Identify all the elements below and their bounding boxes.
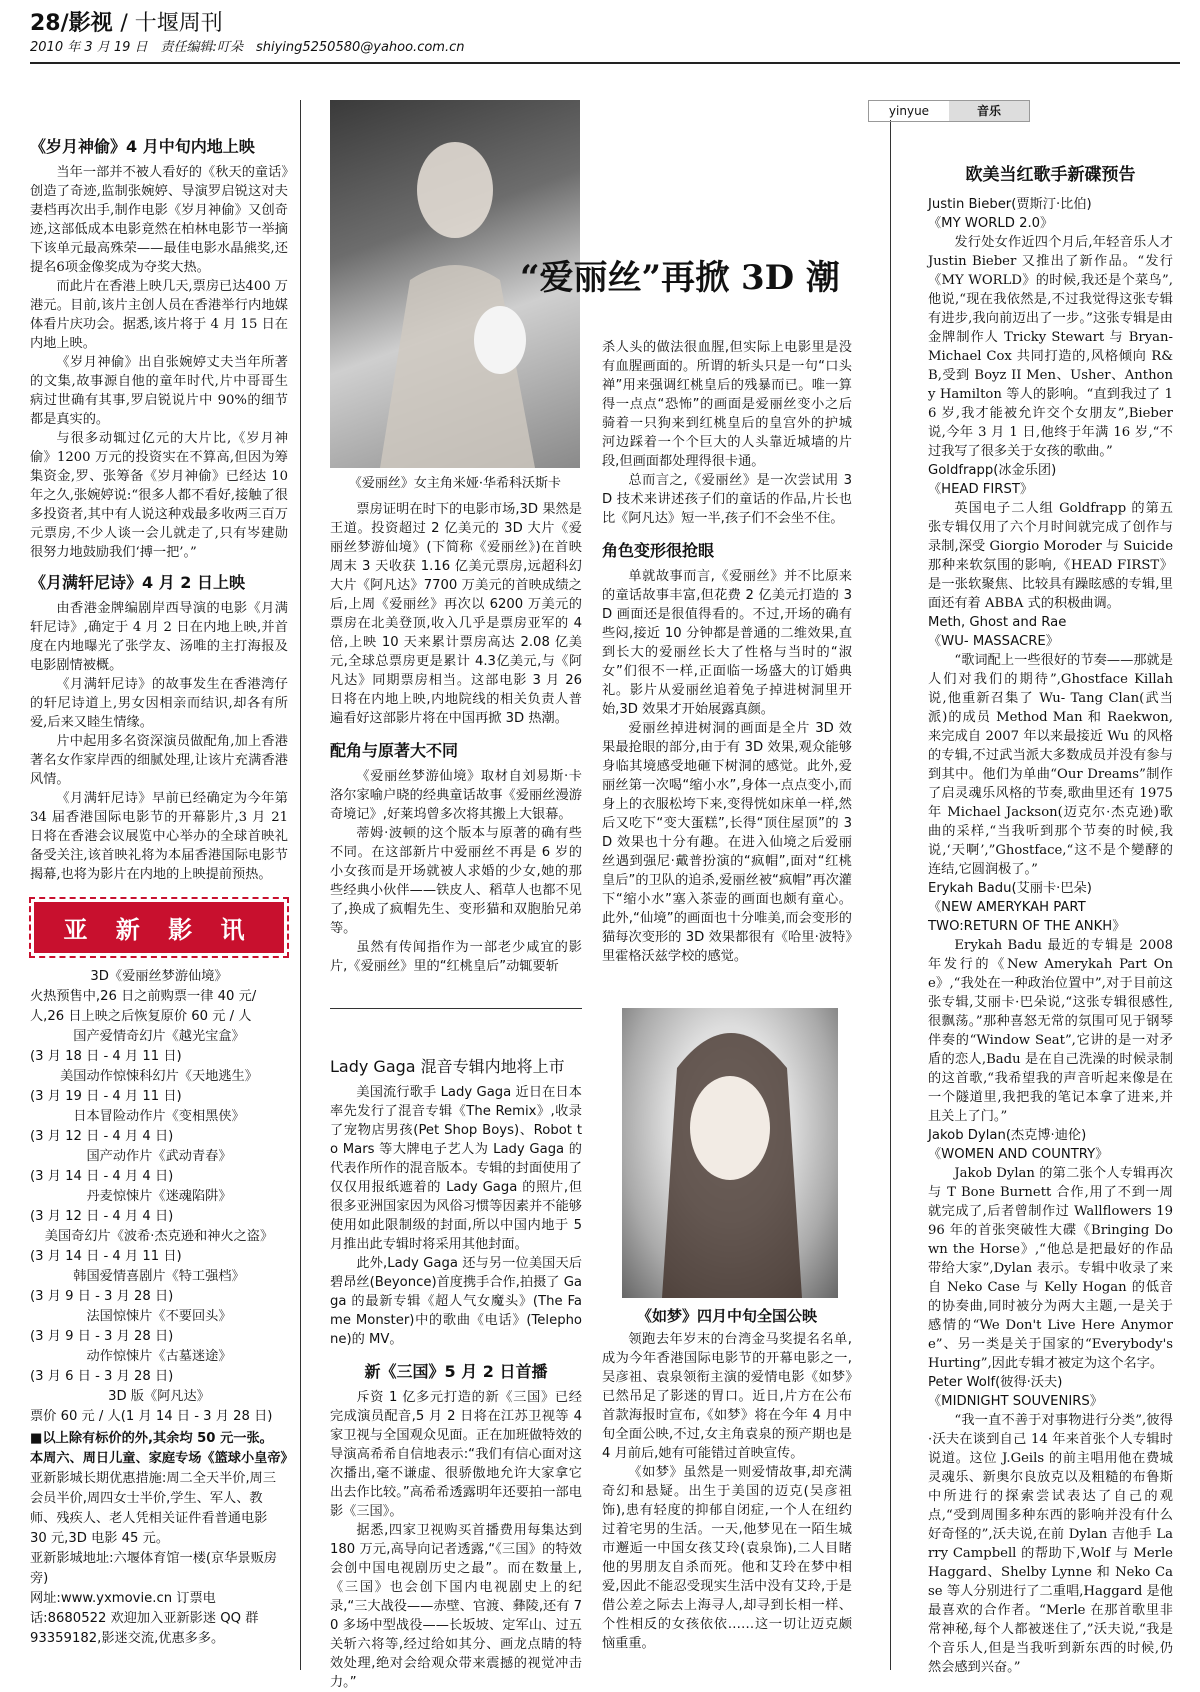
music-section-title: 欧美当红歌手新碟预告	[965, 165, 1136, 185]
album-artist: Jakob Dylan(杰克博·迪伦)	[928, 1128, 1087, 1143]
album-entry	[928, 879, 1173, 1126]
paragraph: 《月满轩尼诗》的故事发生在香港湾仔的轩尼诗道上,男女因相亲而结识,却各有所爱,后来又睦生情缘。	[30, 677, 288, 730]
schedule-item	[30, 1107, 288, 1147]
schedule-title: 美国动作惊悚科幻片《天地逃生》	[60, 1069, 258, 1084]
paragraph: 《月满轩尼诗》早前已经确定为今年第 34 届香港国际电影节的开幕影片,3 月 21 日将在香港会议展览中心举办的全球首映礼备受关注,该首映礼将为本届香港国际电影节揭幕,也将为影片在内地的上映提前预热。	[30, 791, 288, 882]
schedule-title: 动作惊悚片《古墓迷途》	[86, 1349, 232, 1364]
schedule-item	[30, 1307, 288, 1347]
section-tag-pinyin: yinyue	[888, 104, 930, 118]
paragraph: 当年一部并不被人看好的《秋天的童话》创造了奇迹,监制张婉婷、导演罗启锐这对夫妻档再次出手,制作电影《岁月神偷》又创奇迹,这部低成本电影竟然在柏林电影节一举摘下该单元最高殊荣——最佳电影水晶熊奖,还提名6项金像奖成为夺奖大热。	[30, 165, 288, 275]
paragraph: 票房证明在时下的电影市场,3D 果然是王道。投资超过 2 亿美元的 3D 大片《爱丽丝梦游仙境》(下简称《爱丽丝》)在首映周末 3 天收获 1.16 亿美元票房,远超科幻大片《阿凡达》7700 万美元的首映成绩之后,上周《爱丽丝》再次以 6200 万美元的票房在北美登顶,收入几乎是票房亚军的 4 倍,上映 10 天来累计票房高达 2.08 亿美元,全球总票房更是累计 4.3亿美元,与《阿凡达》同期票房相当。这部电影 3 月 26 日将在内地上映,内地院线的相关负责人普遍看好这部影片将在中国再掀 3D 热潮。	[330, 502, 582, 726]
album-name: 《HEAD FIRST》	[928, 482, 1034, 497]
schedule-item	[30, 1187, 288, 1227]
subheading-supporting-cast: 配角与原著大不同	[330, 741, 459, 760]
contact-note: 网址:www.yxmovie.cn 订票电话:8680522 欢迎加入亚新影迷 QQ 群 93359182,影迷交流,优惠多多。	[30, 1591, 259, 1646]
album-artist: Peter Wolf(彼得·沃夫)	[928, 1375, 1063, 1390]
column-right	[928, 160, 1173, 1675]
rumeng-caption: 《如梦》四月中旬全国公映	[636, 1307, 817, 1325]
rumeng-photo	[622, 1008, 838, 1298]
article-title-sanguo: 新《三国》5 月 2 日首播	[364, 1362, 548, 1381]
dateline: 2010 年 3 月 19 日 责任编辑:叮朵 shiying5250580@yahoo.com.cn	[30, 40, 465, 55]
schedule-date: (3 月 12 日 - 4 月 4 日)	[30, 1129, 174, 1144]
column-left	[30, 126, 294, 1671]
schedule-item	[30, 1147, 288, 1187]
schedule-title: 3D 版《阿凡达》	[108, 1389, 210, 1404]
album-entry	[928, 461, 1173, 613]
album-entry	[928, 613, 1173, 879]
paragraph: 据悉,四家卫视购买首播费用每集达到 180 万元,高导向记者透露,“《三国》的特效会创中国电视剧历史之最”。而在数量上,《三国》也会创下国内电视剧史上的纪录,“三大战役——赤壁、官渡、彝陵,还有 70 多场中型战役——长坂坡、定军山、过五关斩六将等,经过给如其分、画龙点睛的特效处理,绝对会给观众带来震撼的视觉冲击力。”	[330, 1523, 582, 1690]
schedule-title: 美国奇幻片《波希·杰克逊和神火之盗》	[44, 1229, 274, 1244]
schedule-date: (3 月 12 日 - 4 月 4 日)	[30, 1209, 174, 1224]
schedule-date: (3 月 14 日 - 4 月 11 日)	[30, 1249, 182, 1264]
article-title-gaga: Lady Gaga 混音专辑内地将上市	[330, 1057, 565, 1076]
section-rule	[330, 1008, 582, 1009]
article-title-suiyue: 《岁月神偷》4 月中旬内地上映	[30, 137, 255, 156]
paragraph: 爱丽丝掉进树洞的画面是全片 3D 效果最抢眼的部分,由于有 3D 效果,观众能够身临其境感受地砸下树洞的感觉。此外,爱丽丝第一次喝“缩小水”,身体一点点变小,而身上的衣服松垮下来,变得恍如床单一样,然后又吃下“变大蛋糕”,长得“顶住屋顶”的 3D 效果也十分有趣。在进入仙境之后爱丽丝遇到强尼·戴普扮演的“疯帽”,面对“红桃皇后”的卫队的追杀,爱丽丝被“疯帽”再次灌下“缩小水”塞入茶壶的画面也颇有童心。此外,“仙境”的画面也十分唯美,而会变形的猫每次变形的 3D 效果都很有《哈里·波特》里霍格沃兹学校的感觉。	[602, 721, 852, 964]
price-note: ■以上除有标价的外,其余均 50 元一张。	[30, 1431, 273, 1446]
album-artist: Meth, Ghost and Rae	[928, 615, 1067, 630]
paragraph: 领跑去年岁末的台湾金马奖提名名单,成为今年香港国际电影节的开幕电影之一,吴彦祖、袁泉领衔主演的爱情电影《如梦》已然吊足了影迷的胃口。近日,片方在公布首款海报时宣布,《如梦》将在今年 4 月中旬全面公映,不过,女主角袁泉的预产期也是 4 月前后,她有可能错过首映宣传。	[602, 1332, 852, 1461]
album-name: 《MIDNIGHT SOUVENIRS》	[928, 1394, 1103, 1409]
album-artist: Erykah Badu(艾丽卡·巴朵)	[928, 881, 1092, 896]
column-divider	[300, 100, 301, 1670]
paragraph: 总而言之,《爱丽丝》是一次尝试用 3D 技术来讲述孩子们的童话的作品,片长也比《阿凡达》短一半,孩子们不会坐不住。	[602, 473, 852, 526]
album-artist: Justin Bieber(贾斯汀·比伯)	[928, 197, 1092, 212]
article-title-yueman: 《月满轩尼诗》4 月 2 日上映	[30, 573, 245, 592]
schedule-title: 日本冒险动作片《变相黑侠》	[73, 1109, 245, 1124]
header-rule	[30, 62, 1180, 64]
schedule-date: (3 月 19 日 - 4 月 11 日)	[30, 1089, 182, 1104]
column-center-right-bottom	[602, 1330, 852, 1670]
album-name: 《WU- MASSACRE》	[928, 634, 1059, 649]
schedule-date: (3 月 9 日 - 3 月 28 日)	[30, 1289, 174, 1304]
column-center-right-top	[602, 338, 852, 998]
paragraph: 《岁月神偷》出自张婉婷丈夫当年所著的文集,故事源自他的童年时代,片中哥哥生病过世确有其事,罗启锐说片中 90%的细节都是真实的。	[30, 355, 288, 427]
schedule-item	[30, 1067, 288, 1107]
album-description: Erykah Badu 最近的专辑是 2008 年发行的《New Amerykah Part One》,“我处在一种政治位置中”,对于目前这张专辑,艾丽卡·巴朵说,“这张专辑很感性,很飘荡。”那种喜怒无常的氛围可见于钢琴伴奏的“Window Seat”,它讲的是一对矛盾的恋人,Badu 是在自己洗澡的时候录制的这首歌,“我希望我的声音听起来像是在一个隧道里,我把我的笔记本拿了进来,并且关上了门。”	[928, 938, 1173, 1124]
schedule-date: 票价 60 元 / 人(1 月 14 日 - 3 月 28 日)	[30, 1409, 273, 1424]
schedule-date: (3 月 9 日 - 3 月 28 日)	[30, 1329, 174, 1344]
schedule-title: 国产爱情奇幻片《越光宝盒》	[73, 1029, 245, 1044]
address-note: 亚新影城地址:六堰体育馆一楼(京华景贩房旁)	[30, 1551, 277, 1586]
schedule-item	[30, 1347, 288, 1387]
album-description: Jakob Dylan 的第二张个人专辑再次与 T Bone Burnett 合作,用了不到一周就完成了,后者曾制作过 Wallflowers 1996 年的首张突破性大碟《Bringing Down the Horse》,“他总是把最好的作品带给大家”,Dylan 表示。专辑中收录了来自 Neko Case 与 Kelly Hogan 的低音的协奏曲,同时被分为两大主题,一是关于感情的“We Don't Live Here Anymore”、另一类是关于国家的“Everybody's Hurting”,因此专辑才被定为这个名字。	[928, 1166, 1173, 1371]
schedule-title: 法国惊悚片《不要回头》	[86, 1309, 232, 1324]
page-number: 28/	[30, 11, 69, 36]
schedule-date: (3 月 14 日 - 4 月 4 日)	[30, 1169, 174, 1184]
discount-note: 亚新影城长期优惠措施:周二全天半价,周三会员半价,周四女士半价,学生、军人、教师、残疾人、老人凭相关证件看普通电影 30 元,3D 电影 45 元。	[30, 1471, 277, 1546]
album-name: 《NEW AMERYKAH PART TWO:RETURN OF THE ANKH》	[928, 900, 1126, 934]
subheading-character-transform: 角色变形很抢眼	[602, 541, 715, 560]
schedule-item	[30, 1267, 288, 1307]
schedule-date: (3 月 6 日 - 3 月 28 日)	[30, 1369, 174, 1384]
paragraph: 杀人头的做法很血腥,但实际上电影里是没有血腥画面的。所谓的斩头只是一句“口头禅”用来强调红桃皇后的残暴而已。唯一算得一点点“恐怖”的画面是爱丽丝变小之后骑着一只狗来到红桃皇后的皇宫外的护城河边踩着一个个巨大的人头靠近城墙的片段,但画面都处理得很卡通。	[602, 340, 852, 469]
paragraph: 斥资 1 亿多元打造的新《三国》已经完成演员配音,5 月 2 日将在江苏卫视等 4 家卫视与全国观众见面。正在加班做特效的导演高希希自信地表示:“我们有信心面对这次播出,毫不谦虚、很骄傲地允许大家拿它出去作比较。”高希希透露明年还要拍一部电影《三国》。	[330, 1390, 582, 1519]
album-artist: Goldfrapp(冰金乐团)	[928, 463, 1057, 478]
album-entry	[928, 195, 1173, 461]
paragraph: 美国流行歌手 Lady Gaga 近日在日本率先发行了混音专辑《The Remix》,收录了宠物店男孩(Pet Shop Boys)、Robot to Mars 等大牌电子艺人为 Lady Gaga 的代表作所作的混音版本。专辑的封面使用了仅仅用报纸遮着的 Lady Gaga 的照片,但很多亚洲国家因为风俗习惯等因素并不能够使用如此限制级的封面,所以中国内地于 5 月推出此专辑时将采用其他封面。	[330, 1085, 582, 1252]
rumeng-photo-figure	[622, 1008, 838, 1298]
column-center-left-top	[330, 500, 582, 990]
schedule-date: (3 月 18 日 - 4 月 11 日)	[30, 1049, 182, 1064]
column-divider	[890, 120, 891, 1670]
schedule-item	[30, 967, 288, 1027]
schedule-date: 火热预售中,26 日之前购票一律 40 元/人,26 日上映之后恢复原价 60 元 / 人	[30, 989, 257, 1024]
schedule-item	[30, 1027, 288, 1067]
cinema-banner: 亚 新 影 讯	[34, 902, 284, 953]
column-center-left-bottom	[330, 1044, 582, 1690]
schedule-title: 韩国爱情喜剧片《特工强档》	[73, 1269, 245, 1284]
paragraph: 由香港金牌编剧岸西导演的电影《月满轩尼诗》,确定于 4 月 2 日在内地上映,并首度在内地曝光了张学友、汤唯的主打海报及电影剧情被概。	[30, 601, 288, 673]
paragraph: 《爱丽丝梦游仙境》取材自刘易斯·卡洛尔家喻户晓的经典童话故事《爱丽丝漫游奇境记》,好莱坞曾多次将其搬上大银幕。	[330, 769, 582, 822]
schedule-title: 丹麦惊悚片《迷魂陷阱》	[86, 1189, 232, 1204]
section-tag-label: 音乐	[949, 101, 1029, 121]
paragraph: 虽然有传闻指作为一部老少咸宜的影片,《爱丽丝》里的“红桃皇后”动辄要斩	[330, 940, 582, 974]
photo-caption: 《爱丽丝》女主角米娅·华希科沃斯卡	[348, 476, 562, 491]
paragraph: 单就故事而言,《爱丽丝》并不比原来的童话故事丰富,但花费 2 亿美元打造的 3D 画面还是很值得看的。不过,开场的确有些闷,接近 10 分钟都是普通的二维效果,直到长大的爱丽丝长大了性格与当时的“淑女”们很不一样,正面临一场盛大的订婚典礼。影片从爱丽丝追着兔子掉进树洞里开始,3D 效果才开始展露真颜。	[602, 569, 852, 717]
publication-name: / 十堰周刊	[120, 11, 223, 36]
schedule-item	[30, 1387, 288, 1427]
paragraph: 与很多动辄过亿元的大片比,《岁月神偷》1200 万元的投资实在不算高,但因为筹集资金,罗、张筹备《岁月神偷》已经达 10 年之久,张婉婷说:“很多人都不看好,接触了很多投资者,其中有人说这种戏最多收两三百万元票房,不少人谈一会儿就走了,只有岑建勋很努力地鼓励我们‘搏一把’。”	[30, 431, 288, 560]
album-description: 英国电子二人组 Goldfrapp 的第五张专辑仅用了六个月时间就完成了创作与录制,深受 Giorgio Moroder 与 Suicide 那种来软氛围的影响,《HEAD FIRST》是一张软聚焦、比较具有躁眩感的专辑,里面还有着 ABBA 式的积极曲调。	[928, 501, 1173, 611]
album-name: 《WOMEN AND COUNTRY》	[928, 1147, 1109, 1162]
paragraph: 蒂姆·波顿的这个版本与原著的确有些不同。在这部新片中爱丽丝不再是 6 岁的小女孩而是开场就被人求婚的少女,她的那些经典小伙伴——铁皮人、稻草人也都不见了,换成了疯帽先生、变形猫和双胞胎兄弟等。	[330, 826, 582, 936]
section-tag	[868, 100, 1030, 122]
paragraph: 而此片在香港上映几天,票房已达400 万港元。目前,该片主创人员在香港举行内地媒体看片庆功会。据悉,该片将于 4 月 15 日在内地上映。	[30, 279, 288, 351]
paragraph: 此外,Lady Gaga 还与另一位美国天后碧昂丝(Beyonce)首度携手合作,拍摄了 Gaga 的最新专辑《超人气女魔头》(The Fame Monster)中的歌曲《电话》(Telephone)的 MV。	[330, 1256, 582, 1347]
album-description: 发行处女作近四个月后,年轻音乐人才 Justin Bieber 又推出了新作品。“发行《MY WORLD》的时候,我还是个菜鸟”,他说,“现在我依然是,不过我觉得这张专辑有进步,我向前迈出了一步。”这张专辑是由金牌制作人 Tricky Stewart 与 Bryan- Michael Cox 共同打造的,风格倾向 R&B,受到 Boyz II Men、Usher、Anthony Hamilton 等人的影响。“直到我过了 16 岁,我才能被允许交个女朋友”,Bieber 说,今年 3 月 1 日,他终于年满 16 岁,“不过我写了很多关于女孩的歌曲。”	[928, 235, 1173, 459]
cinema-schedule	[30, 967, 294, 1649]
schedule-title: 3D《爱丽丝梦游仙境》	[90, 969, 228, 984]
main-headline: “爱丽丝”再掀 3D 潮	[520, 258, 840, 298]
schedule-title: 国产动作片《武动青春》	[86, 1149, 232, 1164]
page-header-title	[30, 6, 223, 37]
album-description: “歌词配上一些很好的节奏——那就是人们对我们的期待”,Ghostface Killah 说,他重新召集了 Wu- Tang Clan(武当派)的成员 Method Man 和 Raekwon,来完成自 2007 年以来最接近 Wu 的风格的专辑,不过武当派大多数成员并没有参与到其中。他们为单曲“Our Dreams”制作了启灵魂乐风格的节奏,歌曲里还有 1975 年 Michael Jackson(迈克尔·杰克逊)歌曲的采样,“当我听到那个节奏的时候,我说,‘天啊’,”Ghostface,“这不是个變酵的连结,它圆润极了。”	[928, 653, 1173, 877]
album-entry	[928, 1373, 1173, 1677]
album-entry	[928, 1126, 1173, 1373]
album-name: 《MY WORLD 2.0》	[928, 216, 1054, 231]
weekend-note: 本周六、周日儿童、家庭专场《篮球小皇帝》	[30, 1451, 294, 1466]
album-description: “我一直不善于对事物进行分类”,彼得·沃夫在谈到自己 14 年来首张个人专辑时说道。这位 J.Geils 的前主唱用他在费城灵魂乐、新奥尔良放克以及粗糙的布鲁斯中所进行的探索尝试表达了自己的观点,“受到周围多种东西的影响并没有什么好奇怪的”,沃夫说,在前 Dylan 吉他手 Larry Campbell 的帮助下,Wolf 与 Merle Haggard、Shelby Lynne 和 Neko Case 等人分别进行了二重唱,Haggard 是他最喜欢的合作者。“Merle 在那首歌里非常神秘,每个人都被迷住了,”沃夫说,“我是个音乐人,但是当我听到新东西的时候,仍然会感到兴奋。”	[928, 1413, 1173, 1675]
paragraph: 《如梦》虽然是一则爱情故事,却充满奇幻和悬疑。出生于美国的迈克(吴彦祖饰),患有轻度的抑郁自闭症,一个人在纽约过着宅男的生活。一天,他梦见在一陌生城市邂逅一中国女孩艾玲(袁泉饰),二人目睹他的男朋友自杀而死。他和艾玲在梦中相爱,因此不能忍受现实生活中没有艾玲,于是借公差之际去上海寻人,却寻到长相一样、个性相反的女孩依依……这一切让迈克颇恼重重。	[602, 1465, 852, 1651]
paragraph: 片中起用多名资深演员做配角,加上香港著名女作家岸西的细腻处理,让该片充满香港风情。	[30, 734, 288, 787]
schedule-item	[30, 1227, 288, 1267]
section-name: 影视	[68, 11, 113, 36]
